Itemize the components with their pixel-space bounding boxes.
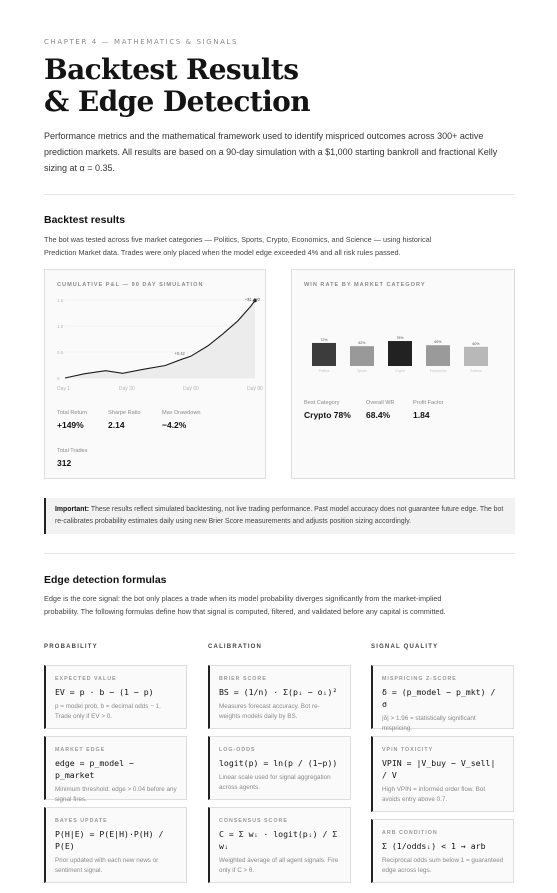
formula-expression: C = Σ wᵢ · logit(pᵢ) / Σ wᵢ: [219, 829, 338, 851]
bar-value-label: 62%: [358, 341, 366, 346]
formula-expression: edge = p_model − p_market: [55, 758, 134, 780]
formulas-heading: Edge detection formulas: [44, 574, 167, 586]
formula-label: LOG-ODDS: [219, 747, 256, 753]
y-tick-label: 1.5: [57, 298, 64, 303]
bar-politics: [312, 343, 336, 366]
formula-label: ARB CONDITION: [382, 830, 438, 836]
stat-value-profit-factor: 1.84: [413, 410, 430, 420]
formula-card-market-edge: [44, 736, 187, 803]
page-title: [44, 54, 310, 118]
stat-label-drawdown: Max Drawdown: [162, 410, 201, 416]
formula-description: Weighted average of all agent signals. Fire only if C > θ.: [219, 857, 339, 874]
formula-card-consensus-score: [208, 807, 351, 883]
stat-label-best-category: Best Category: [304, 400, 340, 406]
formula-expression: EV = p · b − (1 − p): [55, 687, 154, 697]
formula-description: Reciprocal odds sum below 1 = guaranteed edge across legs.: [382, 857, 504, 874]
formula-card-bayes-update: [44, 807, 187, 883]
pnl-annotation: +0.42: [174, 350, 185, 356]
bar-value-label: 65%: [434, 340, 442, 345]
stat-label-profit-factor: Profit Factor: [413, 400, 444, 406]
stat-label-trades: Total Trades: [57, 448, 88, 454]
formula-label: BRIER SCORE: [219, 676, 267, 682]
formula-label: MISPRICING Z-SCORE: [382, 676, 457, 682]
stat-label-sharpe: Sharpe Ratio: [108, 410, 141, 416]
lead-paragraph: Performance metrics and the mathematical framework used to identify mispriced outcomes across 300+ active prediction markets. All results are based on a 90-day simulation with a $1,000 starting bankroll and fractional Kelly sizing at α = 0.35.: [44, 131, 498, 173]
stat-value-total-return: +149%: [57, 420, 84, 430]
formula-label: MARKET EDGE: [55, 747, 106, 753]
formula-description: p = model prob, b = decimal odds − 1. Trade only if EV > 0.: [55, 703, 161, 720]
pnl-annotation: +$1,490: [244, 297, 260, 303]
formula-card-arb: [371, 819, 514, 883]
formula-description: Measures forecast accuracy. Bot re-weights models daily by BS.: [219, 703, 320, 720]
stat-label-total-return: Total Return: [57, 410, 88, 416]
stat-value-sharpe: 2.14: [108, 420, 125, 430]
pnl-chart: [45, 292, 267, 422]
note-text: These results reflect simulated backtesting, not live trading performance. Past model accuracy does not guarantee future edge. The bot re-calibrates probability estimates daily using new Brier Score measurements and adjusts position sizing accordingly.: [55, 506, 504, 525]
divider: [44, 194, 515, 195]
stat-value-best-category: Crypto 78%: [304, 410, 351, 420]
stat-value-trades: 312: [57, 458, 72, 468]
bar-economics: [426, 345, 450, 366]
title-line-1: Backtest Results: [44, 53, 299, 86]
formula-card-log-odds: [208, 736, 351, 800]
bar-crypto: [388, 341, 412, 366]
formula-description: |δ| > 1.96 = statistically significant mispricing.: [382, 715, 476, 732]
formula-card-expected-value: [44, 665, 187, 729]
bar-value-label: 78%: [396, 336, 404, 341]
stat-value-drawdown: −4.2%: [162, 420, 187, 430]
formula-expression: VPIN = |V_buy − V_sell| / V: [382, 758, 496, 780]
formula-card-vpin: [371, 736, 514, 812]
stat-label-overall-wr: Overall WR: [366, 400, 395, 406]
winrate-chart: [292, 310, 516, 390]
formulas-intro: Edge is the core signal: the bot only places a trade when its model probability diverges significantly from the market-implied probability. The following formulas define how that signal is computed, filtered, and validated before any capital is committed.: [44, 594, 446, 616]
bar-category-label: Science: [469, 369, 483, 373]
formula-label: BAYES UPDATE: [55, 818, 108, 824]
bar-value-label: 72%: [320, 337, 328, 342]
formula-expression: BS = (1/n) · Σ(pᵢ − oᵢ)²: [219, 687, 338, 697]
x-tick-label: Day 90: [247, 386, 263, 392]
bar-category-label: Crypto: [395, 369, 405, 373]
formula-description: High VPIN = informed order flow. Bot avoids entry above 0.7.: [382, 786, 486, 803]
formula-expression: logit(p) = ln(p / (1−p)): [219, 758, 338, 768]
formula-expression: δ = (p_model − p_mkt) / σ: [382, 687, 496, 709]
y-tick-label: 0.5: [57, 350, 64, 355]
bar-category-label: Sports: [357, 369, 367, 373]
backtest-intro: The bot was tested across five market categories — Politics, Sports, Crypto, Economics, and Science — using historical Prediction Market data. Trades were only placed when the model edge exceeded 4% and all risk rules passed.: [44, 235, 432, 257]
winrate-card-label: WIN RATE BY MARKET CATEGORY: [304, 282, 426, 288]
pnl-card: [44, 269, 266, 479]
bar-value-label: 60%: [472, 341, 480, 346]
bar-science: [464, 347, 488, 366]
x-tick-label: Day 30: [118, 386, 135, 392]
formula-label: VPIN TOXICITY: [382, 747, 434, 753]
bar-sports: [350, 346, 374, 366]
title-line-2: & Edge Detection: [44, 85, 310, 118]
column-heading-calibration: CALIBRATION: [208, 644, 263, 650]
bar-category-label: Economics: [429, 369, 447, 373]
bar-category-label: Politics: [318, 369, 330, 373]
column-heading-signal-quality: SIGNAL QUALITY: [371, 644, 439, 650]
formula-description: Prior updated with each new news or sentiment signal.: [55, 857, 159, 874]
winrate-card: [291, 269, 515, 479]
formula-description: Linear scale used for signal aggregation across agents.: [219, 774, 331, 791]
x-tick-label: Day 1: [57, 386, 71, 392]
chapter-kicker: CHAPTER 4 — MATHEMATICS & SIGNALS: [44, 38, 239, 46]
y-tick-label: 1.0: [57, 324, 64, 329]
formula-label: CONSENSUS SCORE: [219, 818, 288, 824]
formula-card-mispricing-z: [371, 665, 514, 732]
formula-description: Minimum threshold: edge > 0.04 before any signal fires.: [55, 786, 177, 803]
formula-expression: Σ (1/oddsᵢ) < 1 → arb: [382, 841, 486, 851]
disclaimer-note: [44, 498, 515, 534]
pnl-card-label: CUMULATIVE P&L — 90 DAY SIMULATION: [57, 282, 204, 288]
formula-card-brier-score: [208, 665, 351, 729]
x-tick-label: Day 60: [182, 386, 199, 392]
note-bold: Important:: [55, 506, 90, 513]
divider: [44, 553, 515, 554]
column-heading-probability: PROBABILITY: [44, 644, 98, 650]
backtest-heading: Backtest results: [44, 214, 126, 226]
formula-label: EXPECTED VALUE: [55, 676, 117, 682]
stat-value-overall-wr: 68.4%: [366, 410, 391, 420]
formula-expression: P(H|E) = P(E|H)·P(H) / P(E): [55, 829, 164, 851]
y-tick-label: 0: [57, 376, 60, 381]
